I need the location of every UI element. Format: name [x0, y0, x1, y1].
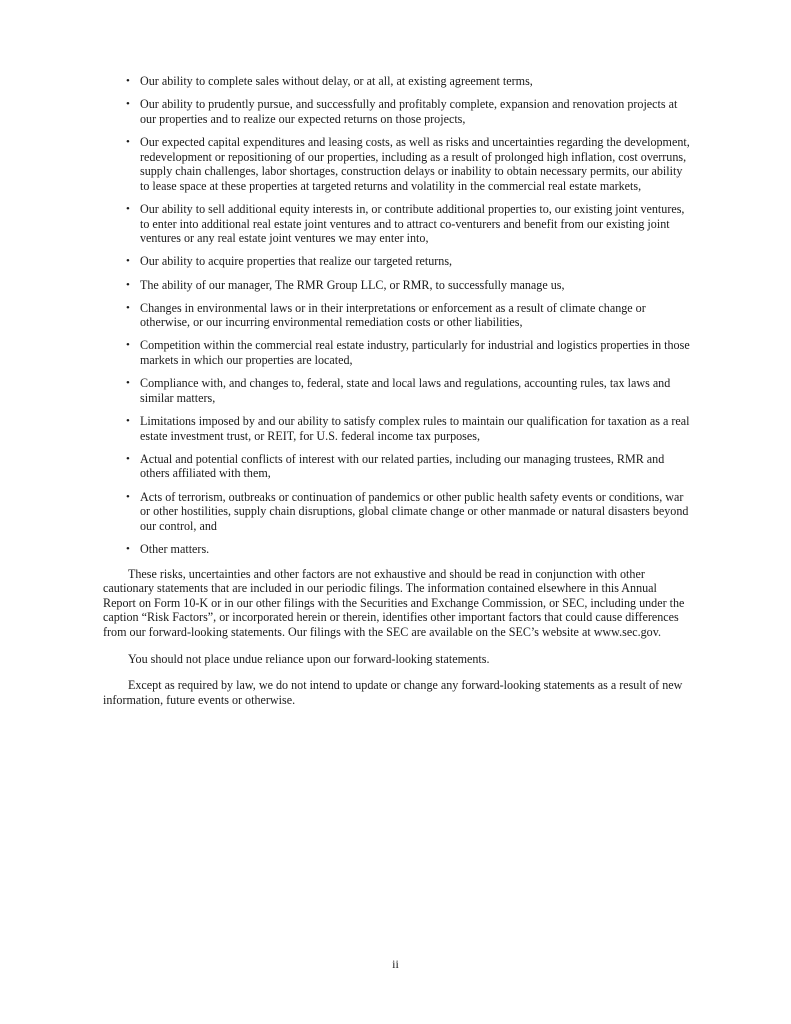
- list-item: [103, 254, 692, 269]
- bullet-icon: •: [126, 202, 130, 215]
- list-item: [103, 135, 692, 193]
- document-body: [103, 74, 692, 707]
- list-item: [103, 414, 692, 443]
- bullet-icon: •: [126, 339, 130, 352]
- list-item-text: Actual and potential conflicts of interest with our related parties, including our managing trustees, RMR and others affiliated with them,: [140, 451, 665, 481]
- bullet-icon: •: [126, 452, 130, 465]
- list-item-text: Other matters.: [140, 541, 210, 556]
- list-item: [103, 74, 692, 89]
- bullet-icon: •: [126, 377, 130, 390]
- list-item-text: Changes in environmental laws or in their interpretations or enforcement as a result of climate change or otherwise, or our incurring environmental remediation costs or other liabilities,: [140, 300, 646, 330]
- list-item-text: The ability of our manager, The RMR Group LLC, or RMR, to successfully manage us,: [140, 277, 565, 292]
- list-item-text: Our ability to complete sales without delay, or at all, at existing agreement terms,: [140, 74, 533, 88]
- list-item-text: Our ability to sell additional equity interests in, or contribute additional properties to, our existing joint ventures, to enter into additional real estate joint ventures and to attract co-venturers and benefit from our existing joint ventures or any real estate joint ventures we may enter into,: [140, 201, 685, 246]
- list-item-text: Our ability to acquire properties that realize our targeted returns,: [140, 254, 453, 269]
- list-item: [103, 97, 692, 126]
- bullet-icon: •: [126, 490, 130, 503]
- list-item: [103, 376, 692, 405]
- bullet-icon: •: [126, 75, 130, 87]
- bullet-icon: •: [126, 278, 130, 291]
- list-item-text: Compliance with, and changes to, federal, state and local laws and regulations, accounting rules, tax laws and similar matters,: [140, 376, 671, 405]
- list-item: [103, 338, 692, 367]
- bullet-icon: •: [126, 301, 130, 314]
- risk-factor-list: [103, 74, 692, 557]
- list-item: [103, 490, 692, 534]
- page-number: ii: [392, 957, 399, 971]
- bullet-icon: •: [126, 542, 130, 555]
- list-item: [103, 452, 692, 481]
- update-paragraph: Except as required by law, we do not intend to update or change any forward-looking statements as a result of new information, future events or otherwise.: [103, 678, 683, 707]
- list-item-text: Competition within the commercial real estate industry, particularly for industrial and logistics properties in those markets in which our properties are located,: [140, 338, 690, 368]
- bullet-icon: •: [126, 98, 130, 111]
- list-item-text: Our expected capital expenditures and leasing costs, as well as risks and uncertainties regarding the development, redevelopment or repositioning of our properties, including as a result of prolonged high inflation, cost overruns, supply chain challenges, labor shortages, construction delays or inability to obtain necessary permits, our ability to lease space at these properties at targeted returns and volatility in the commercial real estate markets,: [140, 134, 690, 193]
- risks-paragraph: These risks, uncertainties and other factors are not exhaustive and should be read in conjunction with other cautionary statements that are included in our periodic filings. The information contained elsewhere in this Annual Report on Form 10-K or in our other filings with the Securities and Exchange Commission, or SEC, including under the caption “Risk Factors”, or incorporated herein or therein, identifies other important factors that could cause differences from our forward-looking statements. Our filings with the SEC are available on the SEC’s website at www.sec.gov.: [103, 566, 685, 639]
- list-item: [103, 202, 692, 246]
- list-item: [103, 542, 692, 557]
- list-item: [103, 278, 692, 293]
- bullet-icon: •: [126, 415, 130, 428]
- reliance-paragraph: You should not place undue reliance upon our forward-looking statements.: [128, 651, 490, 666]
- list-item-text: Acts of terrorism, outbreaks or continuation of pandemics or other public health safety events or conditions, war or other hostilities, supply chain disruptions, global climate change or other manmade or natural disasters beyond our control, and: [140, 489, 689, 533]
- list-item-text: Our ability to prudently pursue, and successfully and profitably complete, expansion and renovation projects at our properties and to realize our expected returns on those projects,: [140, 97, 678, 126]
- bullet-icon: •: [126, 135, 130, 148]
- list-item-text: Limitations imposed by and our ability to satisfy complex rules to maintain our qualification for taxation as a real estate investment trust, or REIT, for U.S. federal income tax purposes,: [140, 414, 690, 443]
- bullet-icon: •: [126, 255, 130, 268]
- list-item: [103, 301, 692, 330]
